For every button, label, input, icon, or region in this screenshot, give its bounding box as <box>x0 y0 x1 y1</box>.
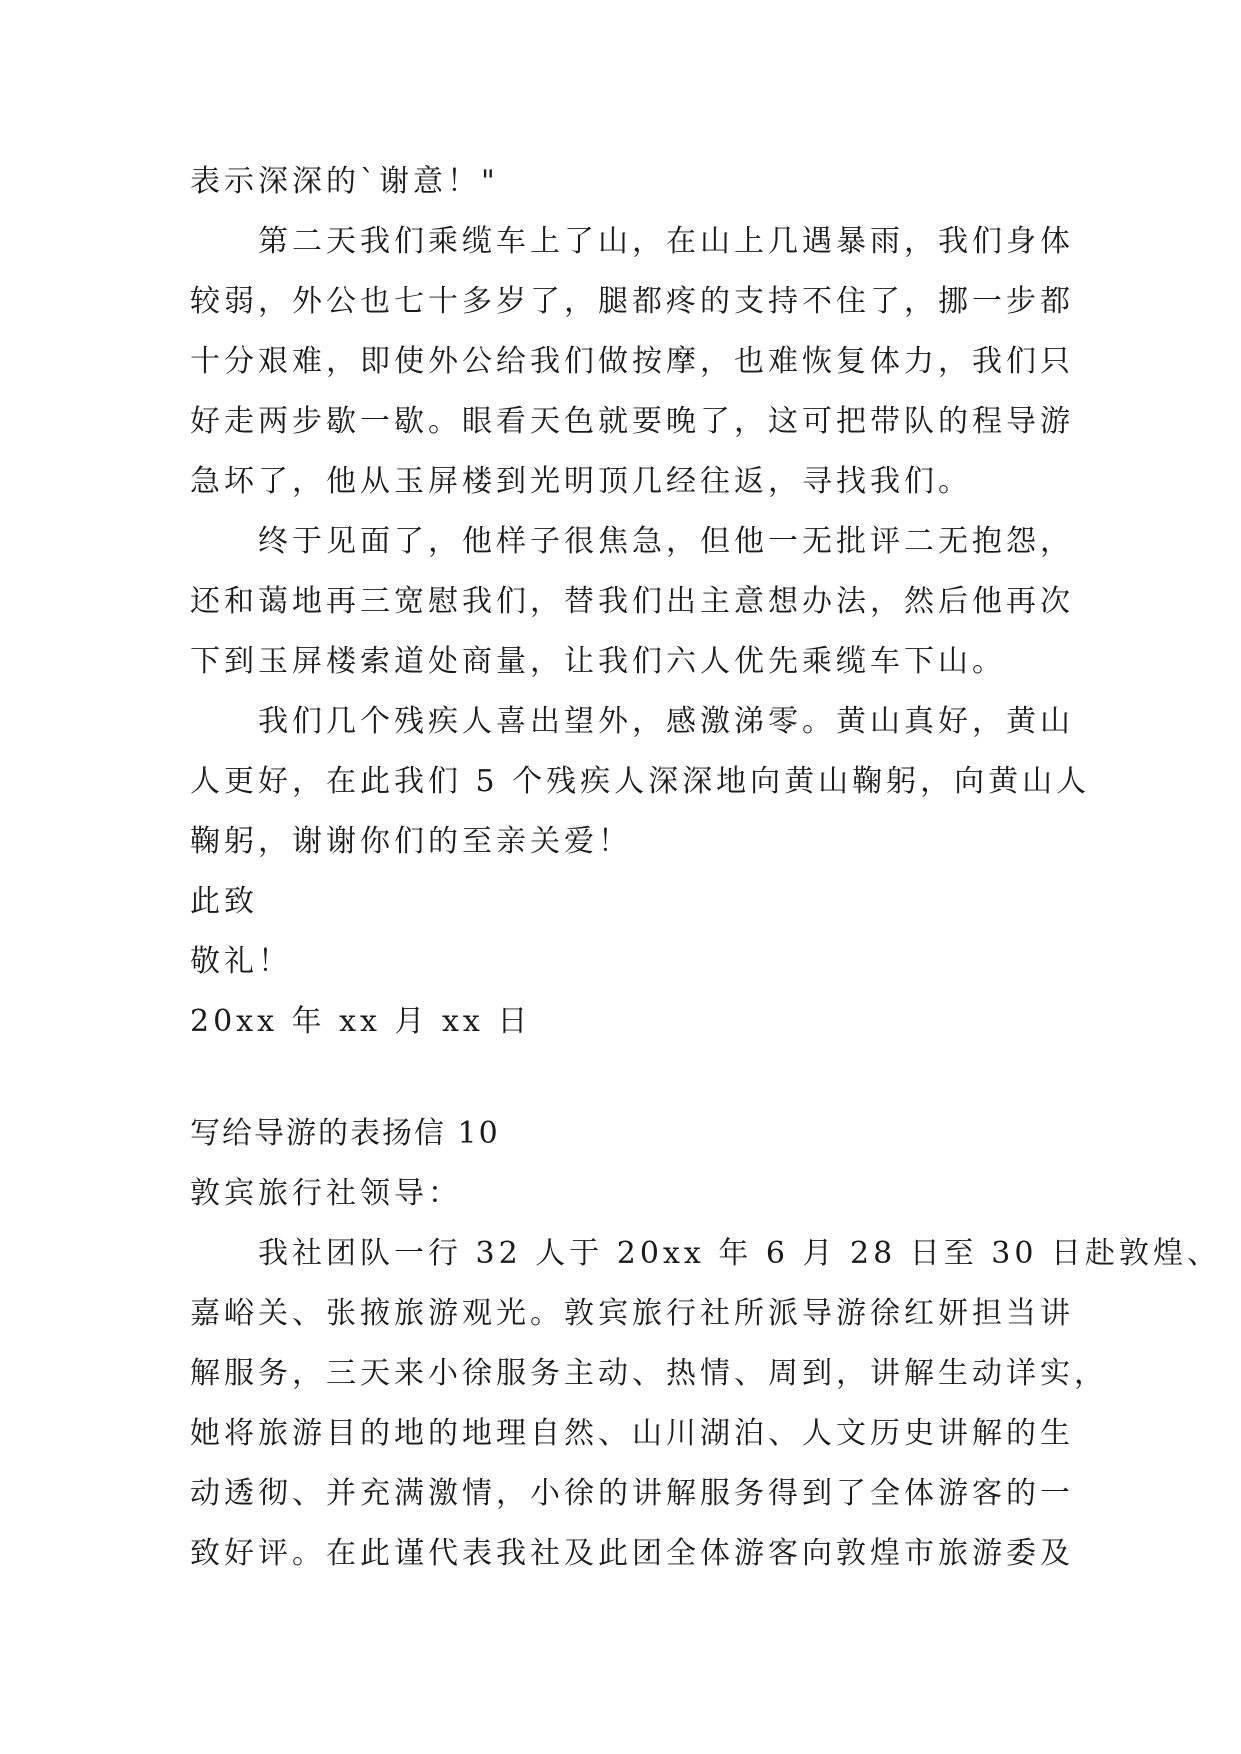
text-line: 鞠躬，谢谢你们的至亲关爱！ <box>190 824 632 859</box>
paragraph-start-line: 第二天我们乘缆车上了山，在山上几遇暴雨，我们身体 <box>258 224 1074 259</box>
section-title: 写给导游的表扬信 10 <box>190 1116 500 1151</box>
text-line: 表示深深的`谢意！" <box>190 164 499 199</box>
text-line: 动透彻、并充满激情，小徐的讲解服务得到了全体游客的一 <box>190 1476 1074 1511</box>
text-line: 好走两步歇一歇。眼看天色就要晚了，这可把带队的程导游 <box>190 404 1074 439</box>
text-line: 还和蔼地再三宽慰我们，替我们出主意想办法，然后他再次 <box>190 584 1074 619</box>
section-gap <box>190 1052 1060 1104</box>
closing-line: 此致 <box>190 884 258 919</box>
text-line: 她将旅游目的地的地理自然、山川湖泊、人文历史讲解的生 <box>190 1416 1074 1451</box>
text-line: 下到玉屏楼索道处商量，让我们六人优先乘缆车下山。 <box>190 644 1006 679</box>
text-line: 较弱，外公也七十多岁了，腿都疼的支持不住了，挪一步都 <box>190 284 1074 319</box>
text-line: 人更好，在此我们 5 个残疾人深深地向黄山鞠躬，向黄山人 <box>190 764 1091 799</box>
text-line: 嘉峪关、张掖旅游观光。敦宾旅行社所派导游徐红妍担当讲 <box>190 1296 1074 1331</box>
closing-line: 敬礼！ <box>190 944 292 979</box>
paragraph-start-line: 我们几个残疾人喜出望外，感激涕零。黄山真好，黄山 <box>258 704 1074 739</box>
text-line: 解服务，三天来小徐服务主动、热情、周到，讲解生动详实， <box>190 1356 1108 1391</box>
paragraph-start-line: 终于见面了，他样子很焦急，但他一无批评二无抱怨， <box>258 524 1074 559</box>
document-content <box>190 152 1221 1584</box>
text-line: 急坏了，他从玉屏楼到光明顶几经往返，寻找我们。 <box>190 464 972 499</box>
paragraph-start-line: 我社团队一行 32 人于 20xx 年 6 月 28 日至 30 日赴敦煌、 <box>258 1236 1221 1271</box>
text-line: 十分艰难，即使外公给我们做按摩，也难恢复体力，我们只 <box>190 344 1074 379</box>
date-line: 20xx 年 xx 月 xx 日 <box>190 1004 532 1039</box>
text-line: 致好评。在此谨代表我社及此团全体游客向敦煌市旅游委及 <box>190 1536 1074 1571</box>
salutation: 敦宾旅行社领导： <box>190 1176 462 1211</box>
